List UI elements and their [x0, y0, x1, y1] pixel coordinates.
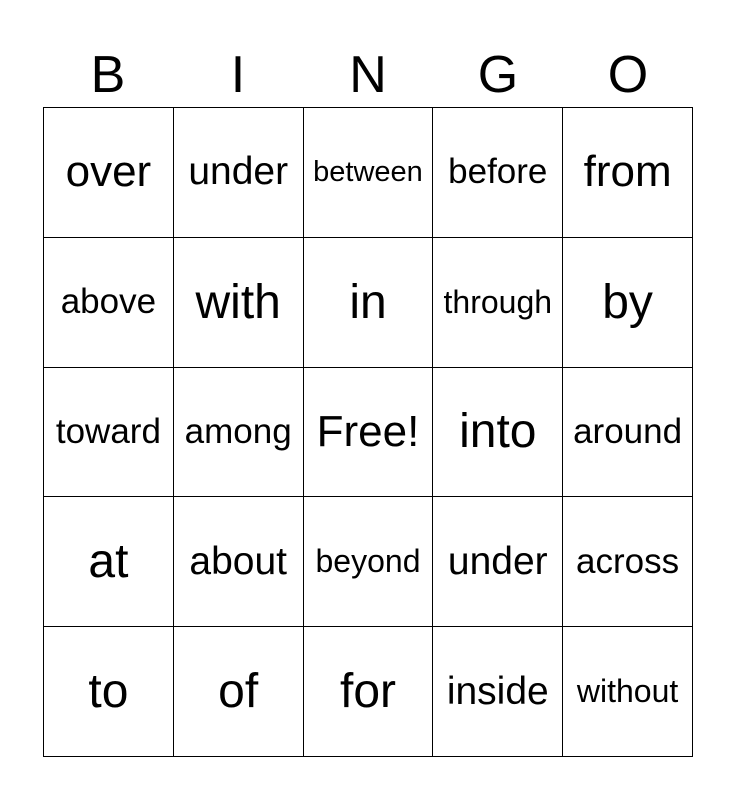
bingo-cell: above	[44, 238, 174, 368]
header-letter-o: O	[607, 46, 649, 104]
bingo-board	[43, 107, 693, 757]
bingo-cell: without	[563, 627, 693, 757]
bingo-cell: among	[174, 368, 304, 498]
header-letter-i: I	[230, 46, 246, 104]
bingo-cell: across	[563, 497, 693, 627]
free-space: Free!	[304, 368, 434, 498]
bingo-cell: with	[174, 238, 304, 368]
bingo-cell: before	[433, 108, 563, 238]
bingo-cell: of	[174, 627, 304, 757]
bingo-cell: toward	[44, 368, 174, 498]
bingo-cell: inside	[433, 627, 563, 757]
bingo-cell: by	[563, 238, 693, 368]
bingo-header	[43, 44, 693, 106]
bingo-cell: into	[433, 368, 563, 498]
bingo-cell: beyond	[304, 497, 434, 627]
header-letter-g: G	[477, 46, 519, 104]
bingo-cell: over	[44, 108, 174, 238]
header-letter-b: B	[90, 46, 126, 104]
bingo-cell: to	[44, 627, 174, 757]
bingo-cell: at	[44, 497, 174, 627]
header-letter-n: N	[349, 46, 387, 104]
bingo-cell: in	[304, 238, 434, 368]
bingo-cell: under	[174, 108, 304, 238]
bingo-cell: under	[433, 497, 563, 627]
bingo-cell: through	[433, 238, 563, 368]
bingo-cell: from	[563, 108, 693, 238]
bingo-cell: between	[304, 108, 434, 238]
bingo-cell: for	[304, 627, 434, 757]
bingo-cell: around	[563, 368, 693, 498]
bingo-cell: about	[174, 497, 304, 627]
